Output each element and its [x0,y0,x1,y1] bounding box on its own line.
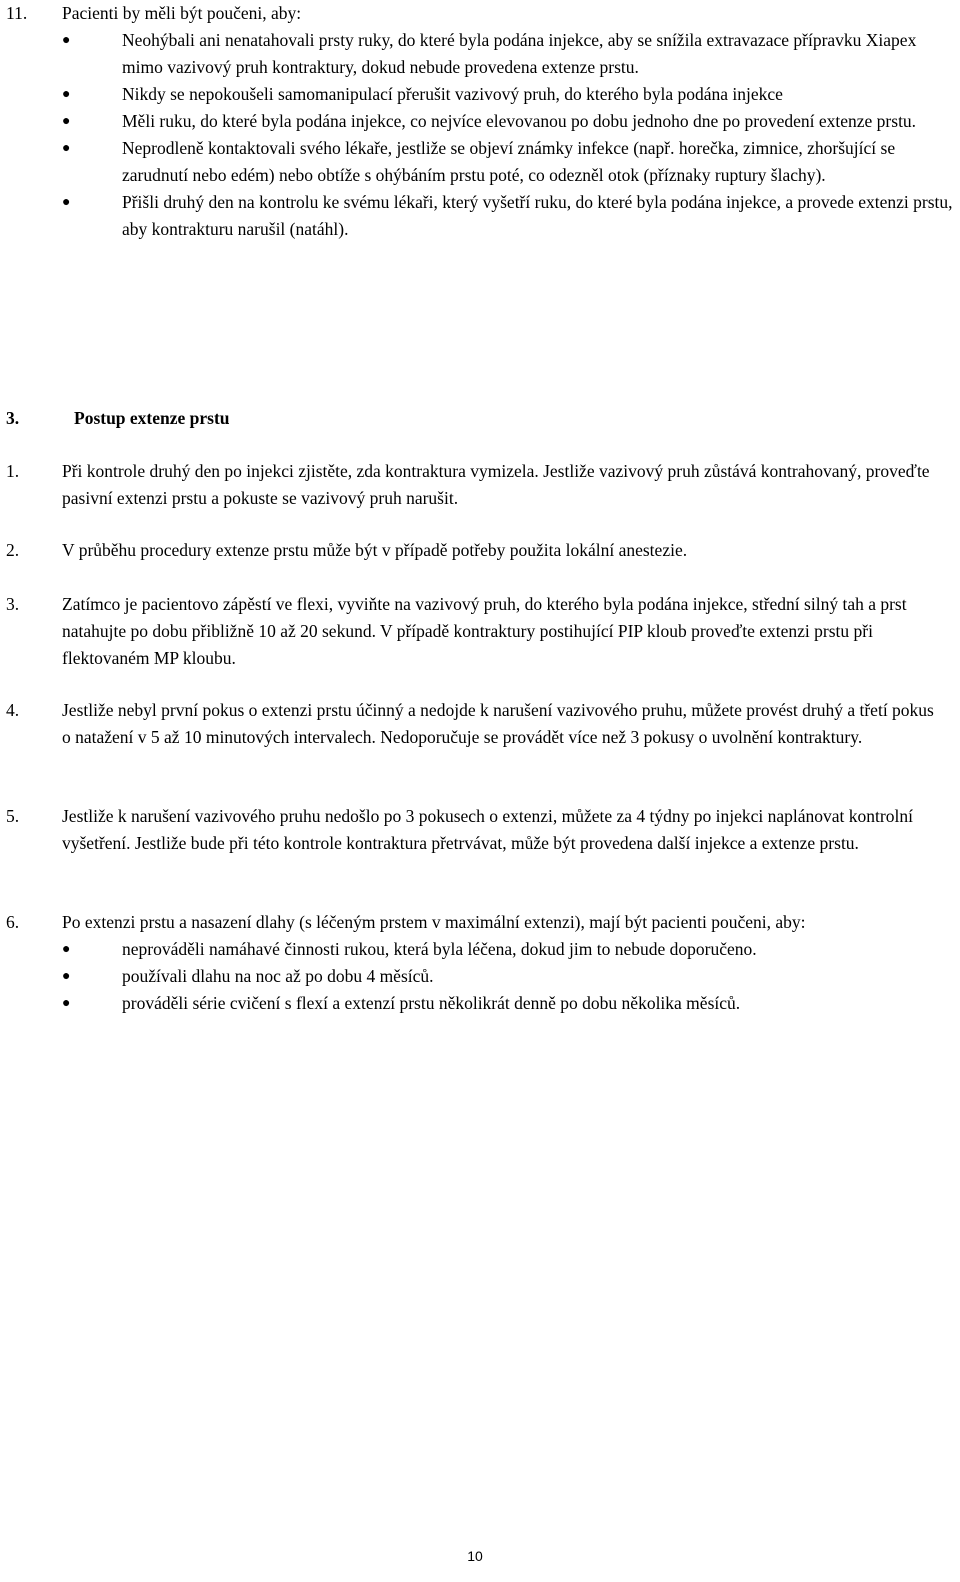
step-1 [6,458,946,512]
step-text: Při kontrole druhý den po injekci zjistěte, zda kontraktura vymizela. Jestliže vazivový pruh zůstává kontrahovaný, proveďte pasivní extenzi prstu a pokuste se vazivový pruh narušit. [62,461,930,508]
step-4 [6,697,946,751]
item-11 [6,0,956,243]
list-item-text: Měli ruku, do které byla podána injekce, co nejvíce elevovanou po dobu jednoho dne po provedení extenze prstu. [122,111,917,131]
list-item [62,963,946,990]
step-number: 6. [6,912,20,932]
step-text: Jestliže k narušení vazivového pruhu nedošlo po 3 pokusech o extenzi, můžete za 4 týdny po injekci naplánovat kontrolní vyšetření. Jestliže bude při této kontrole kontraktura přetrvávat, může být provedena další injekce a extenze prstu. [62,806,913,853]
bullet-icon: ● [62,87,71,102]
page-number: 10 [467,1548,483,1564]
section-title: Postup extenze prstu [74,408,230,428]
section-heading [6,405,946,432]
bullet-icon: ● [62,114,71,129]
step-number: 4. [6,700,20,720]
list-item [62,135,956,189]
list-item-text: Neprodleně kontaktovali svého lékaře, jestliže se objeví známky infekce (např. horečka, zimnice, zhoršující se zarudnutí nebo edém) nebo obtíže s ohýbáním prstu poté, co odezněl otok (příznaky ruptury šlachy). [122,138,896,185]
step-text: Zatímco je pacientovo zápěstí ve flexi, vyviňte na vazivový pruh, do kterého byla podána injekce, střední silný tah a prst natahujte po dobu přibližně 10 až 20 sekund. V případě kontraktury postihující PIP kloub proveďte extenzi prstu při flektovaném MP kloubu. [62,594,907,668]
step-text: V průběhu procedury extenze prstu může být v případě potřeby použita lokální anestezie. [62,540,688,560]
step-5 [6,803,946,857]
list-item [62,189,956,243]
section-number: 3. [6,408,20,428]
item-11-number: 11. [6,3,28,23]
bullet-icon: ● [62,969,71,984]
step-3 [6,591,946,672]
step-text: Jestliže nebyl první pokus o extenzi prstu účinný a nedojde k narušení vazivového pruhu, můžete provést druhý a třetí pokus o natažení v 5 až 10 minutových intervalech. Nedoporučuje se provádět více než 3 pokusy o uvolnění kontraktury. [62,700,934,747]
bullet-icon: ● [62,195,71,210]
item-11-intro: Pacienti by měli být poučeni, aby: [62,3,302,23]
list-item [62,108,956,135]
bullet-icon: ● [62,996,71,1011]
list-item [62,27,956,81]
item-11-bullet-list [62,27,956,243]
step-number: 3. [6,594,20,614]
step-6-bullet-list [62,936,946,1017]
list-item [62,936,946,963]
list-item-text: používali dlahu na noc až po dobu 4 měsíců. [122,966,434,986]
list-item-text: prováděli série cvičení s flexí a extenzí prstu několikrát denně po dobu několika měsíců. [122,993,741,1013]
list-item-text: Přišli druhý den na kontrolu ke svému lékaři, který vyšetří ruku, do které byla podána injekce, a provede extenzi prstu, aby kontrakturu narušil (natáhl). [122,192,953,239]
bullet-icon: ● [62,942,71,957]
bullet-icon: ● [62,141,71,156]
step-number: 5. [6,806,20,826]
list-item [62,81,956,108]
step-2 [6,537,946,564]
list-item [62,990,946,1017]
step-6-intro-row [6,909,946,936]
bullet-icon: ● [62,33,71,48]
item-11-heading [6,0,956,27]
step-number: 2. [6,540,20,560]
list-item-text: neprováděli namáhavé činnosti rukou, která byla léčena, dokud jim to nebude doporučeno. [122,939,757,959]
step-number: 1. [6,461,20,481]
step-text: Po extenzi prstu a nasazení dlahy (s léčeným prstem v maximální extenzi), mají být pacienti poučeni, aby: [62,912,806,932]
step-6 [6,909,946,1017]
list-item-text: Nikdy se nepokoušeli samomanipulací přerušit vazivový pruh, do kterého byla podána injekce [122,84,783,104]
list-item-text: Neohýbali ani nenatahovali prsty ruky, do které byla podána injekce, aby se snížila extravazace přípravku Xiapex mimo vazivový pruh kontraktury, dokud nebude provedena extenze prstu. [122,30,917,77]
